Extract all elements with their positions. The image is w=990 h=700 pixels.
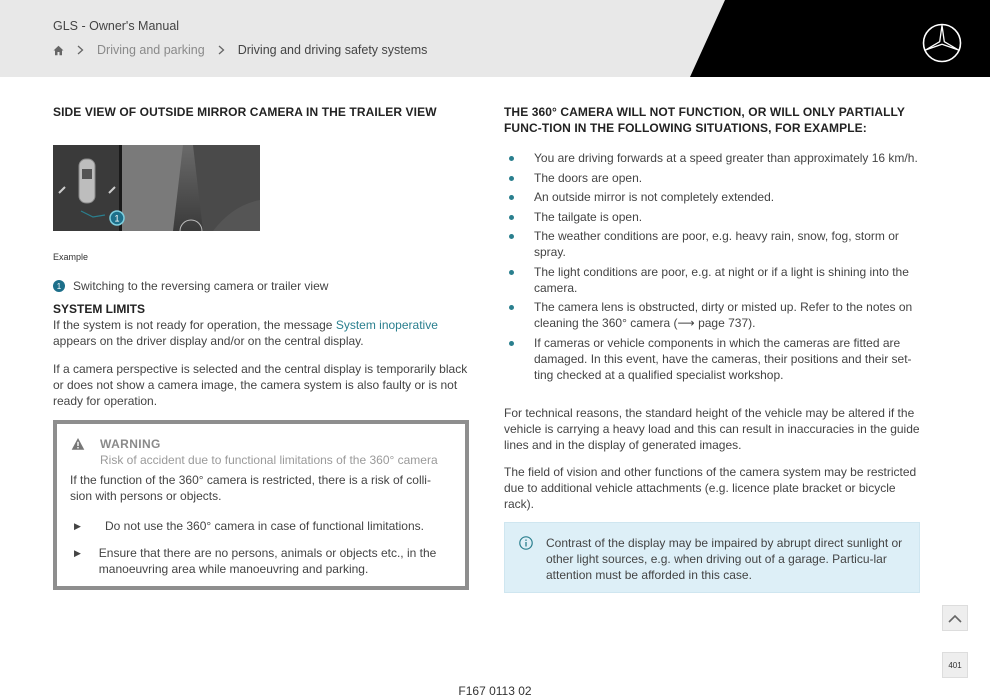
bullet-dot (509, 234, 514, 239)
camera-view-image (53, 145, 260, 231)
mercedes-star-icon[interactable] (922, 23, 962, 63)
chevron-right-icon (77, 45, 84, 55)
warning-subtitle: Risk of accident due to functional limitations of the 360° camera (100, 453, 438, 467)
system-inoperative-message: System inoperative (335, 318, 438, 332)
scroll-to-top-button[interactable] (942, 605, 968, 631)
warning-title: WARNING (100, 437, 161, 451)
warning-list-item (74, 545, 439, 577)
section-heading-mirror-camera: SIDE VIEW OF OUTSIDE MIRROR CAMERA IN THE TRAILER VIEW (53, 105, 437, 119)
section-heading-limitations: THE 360° CAMERA WILL NOT FUNCTION, OR WILL ONLY PARTIALLY FUNC-TION IN THE FOLLOWING SITUATIONS, FOR EXAMPLE: (504, 105, 905, 135)
page-number-badge: 401 (942, 652, 968, 678)
warning-item-text: Do not use the 360° camera in case of functional limitations. (105, 519, 424, 533)
bullet-dot (509, 341, 514, 346)
breadcrumb (53, 42, 427, 58)
field-of-vision-paragraph: The field of vision and other functions of the camera system may be restricted due to additional vehicle attachments (e.g. licence plate bracket or bicycle rack). (504, 465, 917, 511)
bullet-dot (509, 270, 514, 275)
bullet-dot (509, 305, 514, 310)
image-caption: Example (53, 252, 89, 262)
list-item: If cameras or vehicle components in which the cameras are fitted are damaged. In this event, have the cameras, their positions and their set-ting checked at a qualified specialist workshop. (504, 335, 920, 383)
bullet-dot (509, 215, 514, 220)
home-icon[interactable] (53, 45, 64, 56)
bullet-dot (509, 156, 514, 161)
warning-triangle-icon (71, 437, 85, 451)
warning-box (53, 420, 469, 590)
system-limits-text-b: appears on the driver display and/or on the central display. (53, 334, 364, 348)
warning-item-text: Ensure that there are no persons, animals or objects etc., in the manoeuvring area while manoeuvring and parking. (98, 546, 437, 576)
legend-text: Switching to the reversing camera or trailer view (73, 279, 329, 293)
page-header (0, 0, 990, 77)
right-column (504, 104, 920, 136)
chevron-up-icon (948, 614, 962, 623)
left-column (53, 104, 469, 120)
bullet-dot (509, 176, 514, 181)
warning-list-item (74, 518, 439, 534)
vehicle-height-paragraph: For technical reasons, the standard height of the vehicle may be altered if the vehicle is carrying a heavy load and this can result in inaccuracies in the guide lines and in the display of generated images. (504, 406, 920, 452)
list-item: You are driving forwards at a speed greater than approximately 16 km/h. (504, 150, 920, 166)
list-item: The tailgate is open. (504, 209, 920, 225)
legend-item (53, 279, 328, 293)
image-callout-number: 1 (114, 213, 120, 224)
list-item: The weather conditions are poor, e.g. heavy rain, snow, fog, storm or spray. (504, 228, 920, 260)
triangle-bullet-icon: ▶ (74, 521, 81, 531)
list-item: The camera lens is obstructed, dirty or misted up. Refer to the notes on cleaning the 360° camera (⟶ page 737). (504, 299, 920, 331)
system-limits-heading: SYSTEM LIMITS (53, 302, 146, 316)
breadcrumb-link-driving-and-parking[interactable]: Driving and parking (97, 43, 205, 57)
camera-faulty-paragraph: If a camera perspective is selected and the central display is temporarily black or does not show a camera image, the camera system is also faulty or is not ready for operation. (53, 362, 468, 408)
system-limits-paragraph (53, 317, 473, 349)
limitations-list (504, 150, 920, 386)
list-item: An outside mirror is not completely extended. (504, 189, 920, 205)
footer-code: F167 0113 02 (458, 684, 532, 698)
legend-number-badge: 1 (53, 280, 65, 292)
info-text: Contrast of the display may be impaired by abrupt direct sunlight or other light sources, e.g. when driving out of a garage. Particu-lar attention must be afforded in this case. (546, 536, 903, 582)
list-item: The light conditions are poor, e.g. at night or if a light is shining into the camera. (504, 264, 920, 296)
manual-title: GLS - Owner's Manual (53, 19, 180, 33)
system-limits-section (53, 302, 473, 349)
list-item: The doors are open. (504, 170, 920, 186)
info-icon (519, 536, 533, 550)
system-limits-text-a: If the system is not ready for operation, the message (53, 318, 333, 332)
warning-header (71, 436, 438, 468)
warning-body: If the function of the 360° camera is restricted, there is a risk of colli-sion with persons or objects. (70, 473, 431, 503)
triangle-bullet-icon: ▶ (74, 548, 81, 558)
chevron-right-icon (218, 45, 225, 55)
info-box (504, 522, 920, 593)
bullet-dot (509, 195, 514, 200)
breadcrumb-current: Driving and driving safety systems (237, 43, 428, 57)
